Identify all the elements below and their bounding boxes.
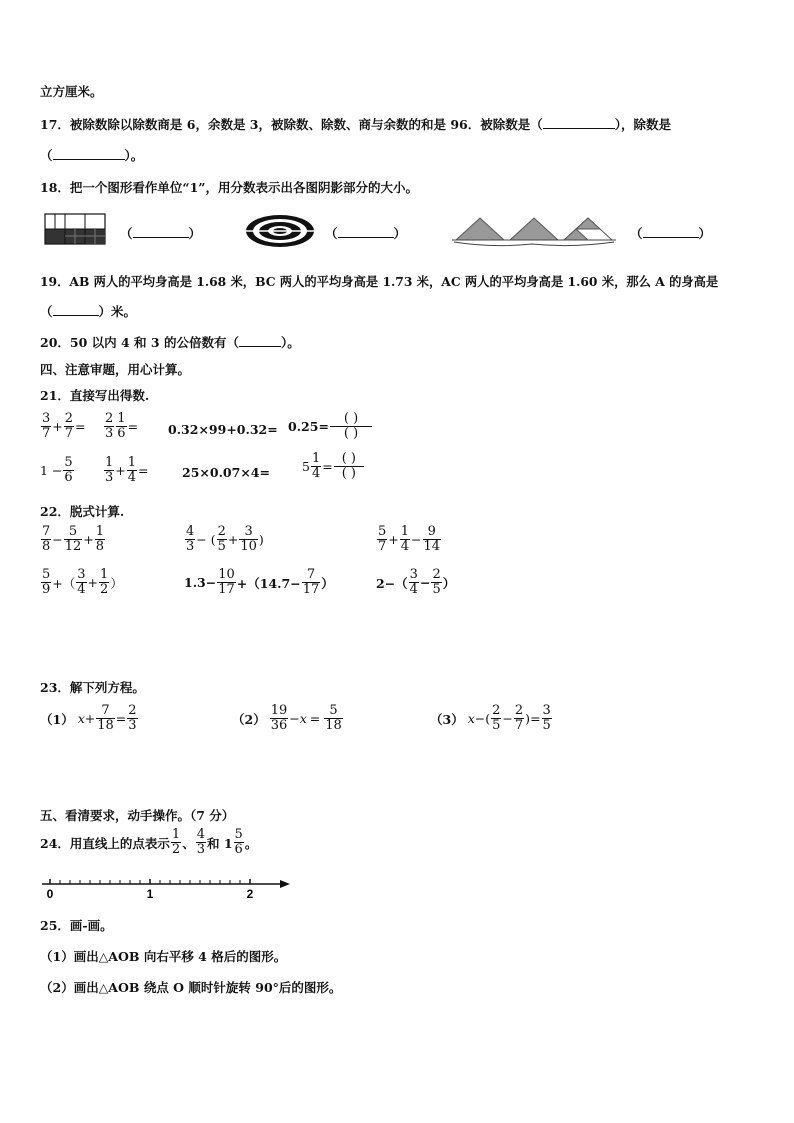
arrow-icon <box>280 880 290 888</box>
q22-expr-a: $\frac{7}{8}$ − $\frac{5}{12}$ + $\frac{1}{8}$ <box>42 524 105 554</box>
section-4-title: 四、注意审题，用心计算。 <box>40 362 191 377</box>
q22-expr-f: 2−（ $\frac{3}{4}$ − $\frac{2}{5}$ ） <box>376 567 456 597</box>
question-19-line2: （ ）米。 <box>40 304 137 319</box>
q23-equation-1: （1） x + $\frac{7}{18}$ = $\frac{2}{3}$ <box>40 703 137 733</box>
question-23: 23．解下列方程。 <box>40 680 145 695</box>
question-25-part-2: （2）画出△AOB 绕点 O 顺时针旋转 90°后的图形。 <box>40 980 342 995</box>
answer-blank-18-1[interactable] <box>133 237 189 238</box>
number-line[interactable] <box>42 874 292 900</box>
answer-blank-18-3[interactable] <box>643 237 699 238</box>
answer-blank-divisor[interactable] <box>53 159 125 160</box>
q21-expr-3: 0.32×99+0.32= <box>168 422 278 437</box>
q23-equation-2: （2） $\frac{19}{36}$ − x = $\frac{5}{18}$ <box>232 703 342 733</box>
q22-expr-b: $\frac{4}{3}$ − ( $\frac{2}{5}$ + $\frac{3}{10}$ ) <box>186 524 264 554</box>
q23-equation-3: （3） x −( $\frac{2}{5}$ − $\frac{2}{7}$ ) = $\frac{3}{5}$ <box>430 703 551 733</box>
q21-expr-7: 25×0.07×4= <box>182 465 270 480</box>
grid-figure <box>45 214 107 246</box>
number-line-label: 0 <box>46 887 54 901</box>
q22-expr-c: $\frac{5}{7}$ + $\frac{1}{4}$ − $\frac{9}{14}$ <box>378 524 441 554</box>
q21-expr-8: 5 $\frac{1}{4}$ = $\frac{( )}{( )}$ <box>302 452 365 481</box>
answer-blank-18-2[interactable] <box>338 237 394 238</box>
paren-close: ）。 <box>124 148 144 163</box>
question-22: 22．脱式计算. <box>40 504 125 519</box>
triangles-figure <box>452 214 622 248</box>
paren-open: （ <box>40 148 53 163</box>
question-25: 25．画-画。 <box>40 918 113 933</box>
question-21: 21．直接写出得数. <box>40 388 150 403</box>
continuation-text: 立方厘米。 <box>40 84 103 99</box>
answer-18-1: （ ） <box>120 226 202 241</box>
question-19: 19．AB 两人的平均身高是 1.68 米，BC 两人的平均身高是 1.73 米，AC 两人的平均身高是 1.60 米，那么 A 的身高是 <box>40 274 719 289</box>
q21-expr-6: $\frac{1}{3}$ + $\frac{1}{4}$ = <box>105 455 149 485</box>
q22-expr-e: 1.3− $\frac{10}{17}$ +（14.7− $\frac{7}{17}$ ） <box>184 567 334 597</box>
q21-expr-1: $\frac{3}{7}$ + $\frac{2}{7}$ = <box>42 411 86 441</box>
q21-expr-5: 1 − $\frac{5}{6}$ <box>40 455 73 485</box>
q21-expr-2: $\frac{2}{3}$ $\frac{1}{6}$ = <box>105 411 139 441</box>
section-5-title: 五、看清要求，动手操作。（7 分） <box>40 808 235 823</box>
question-17-text-2: ），除数是 <box>614 117 672 132</box>
answer-blank-dividend[interactable] <box>543 128 615 129</box>
question-24: 24．用直线上的点表示 $\frac{1}{2}$ 、 $\frac{4}{3}$ 和 1 $\frac{5}{6}$ 。 <box>40 827 258 857</box>
answer-18-3: （ ） <box>630 226 712 241</box>
q22-expr-d: $\frac{5}{9}$ +（ $\frac{3}{4}$ + $\frac{1}{2}$ ） <box>42 567 123 597</box>
question-17-text: 17．被除数除以除数商是 6，余数是 3，被除数、除数、商与余数的和是 96．被除数是（ <box>40 117 543 132</box>
question-17 <box>40 115 671 133</box>
question-25-part-1: （1）画出△AOB 向右平移 4 格后的图形。 <box>40 949 287 964</box>
number-line-label: 1 <box>146 887 154 901</box>
number-line-label: 2 <box>246 887 254 901</box>
target-figure <box>245 214 315 248</box>
answer-18-2: （ ） <box>325 226 407 241</box>
question-18: 18．把一个图形看作单位“1”，用分数表示出各图阴影部分的大小。 <box>40 180 418 195</box>
question-17-line2 <box>40 146 143 164</box>
question-20: 20．50 以内 4 和 3 的公倍数有（ ）。 <box>40 335 300 350</box>
answer-blank-19[interactable] <box>53 315 99 316</box>
answer-blank-20[interactable] <box>239 346 281 347</box>
q21-expr-4: 0.25= $\frac{( )}{( )}$ <box>288 412 373 441</box>
